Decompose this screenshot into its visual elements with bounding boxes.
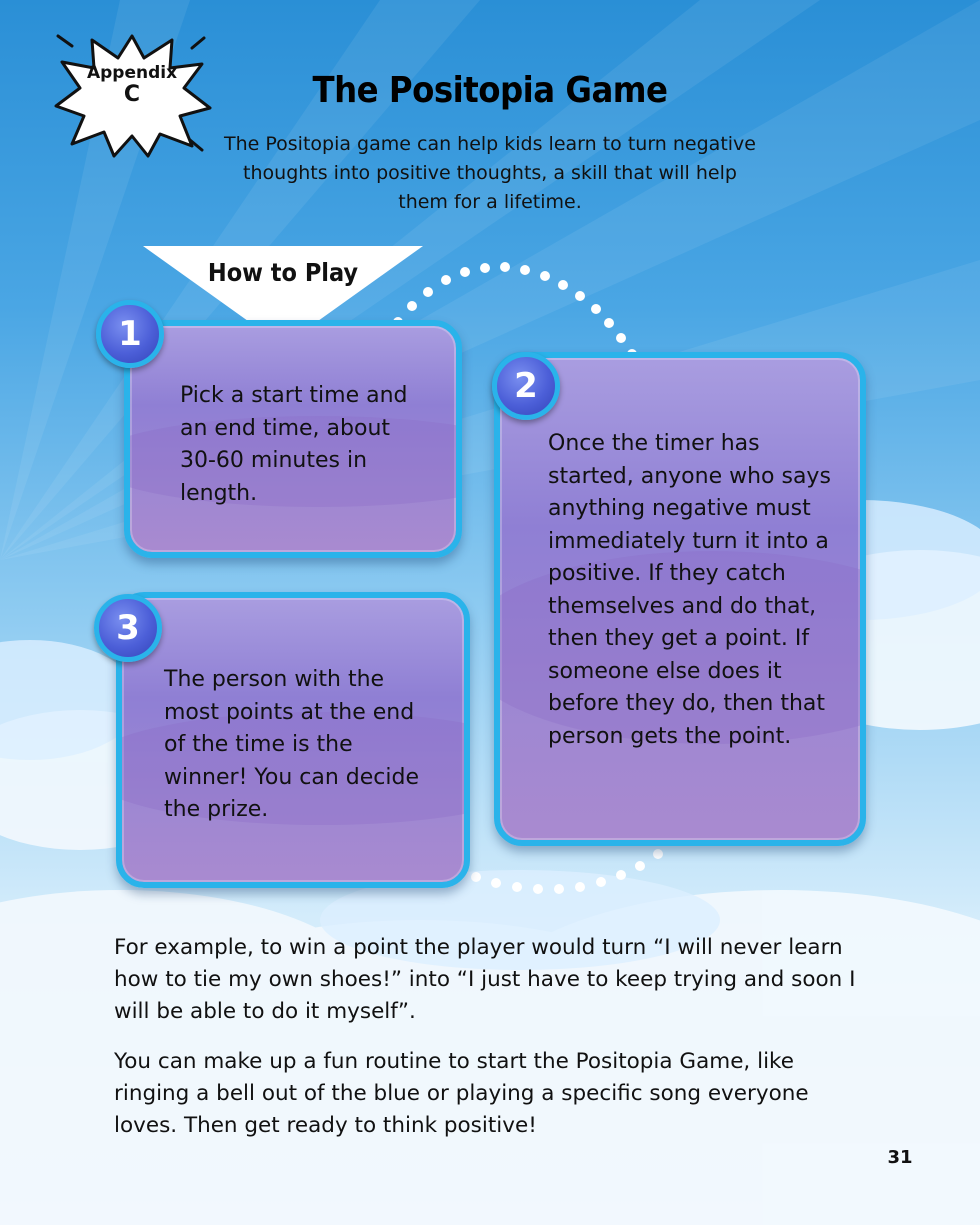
- step-3-number-badge: 3: [94, 594, 162, 662]
- step-1-card: [124, 320, 462, 558]
- step-2-card: [494, 352, 866, 846]
- appendix-word: Appendix: [86, 63, 178, 83]
- step-2-number-badge: 2: [492, 352, 560, 420]
- step-1-number-badge: 1: [96, 300, 164, 368]
- page-number: 31: [887, 1147, 913, 1168]
- page-title: The Positopia Game: [312, 70, 668, 111]
- step-3-card: [116, 592, 470, 888]
- how-to-play-label: How to Play: [207, 258, 359, 287]
- example-paragraph: For example, to win a point the player would turn “I will never learn how to tie my own shoes!” into “I just have to keep trying and soon I will be able to do it myself”.: [114, 935, 856, 1024]
- intro-paragraph: The Positopia game can help kids learn to turn negative thoughts into positive thoughts, a skill that will help them for a lifetime.: [224, 133, 756, 213]
- appendix-letter: C: [123, 82, 141, 107]
- step-2-text: Once the timer has started, anyone who says anything negative must immediately turn it into a positive. If they catch themselves and do that, then they get a point. If someone else does it before they do, then that person gets the point.: [548, 431, 831, 749]
- step-1-text: Pick a start time and an end time, about 30-60 minutes in length.: [180, 383, 408, 506]
- step-3-text: The person with the most points at the end of the time is the winner! You can decide the prize.: [164, 667, 420, 822]
- routine-paragraph: You can make up a fun routine to start the Positopia Game, like ringing a bell out of the blue or playing a specific song everyone loves. Then get ready to think positive!: [114, 1049, 809, 1138]
